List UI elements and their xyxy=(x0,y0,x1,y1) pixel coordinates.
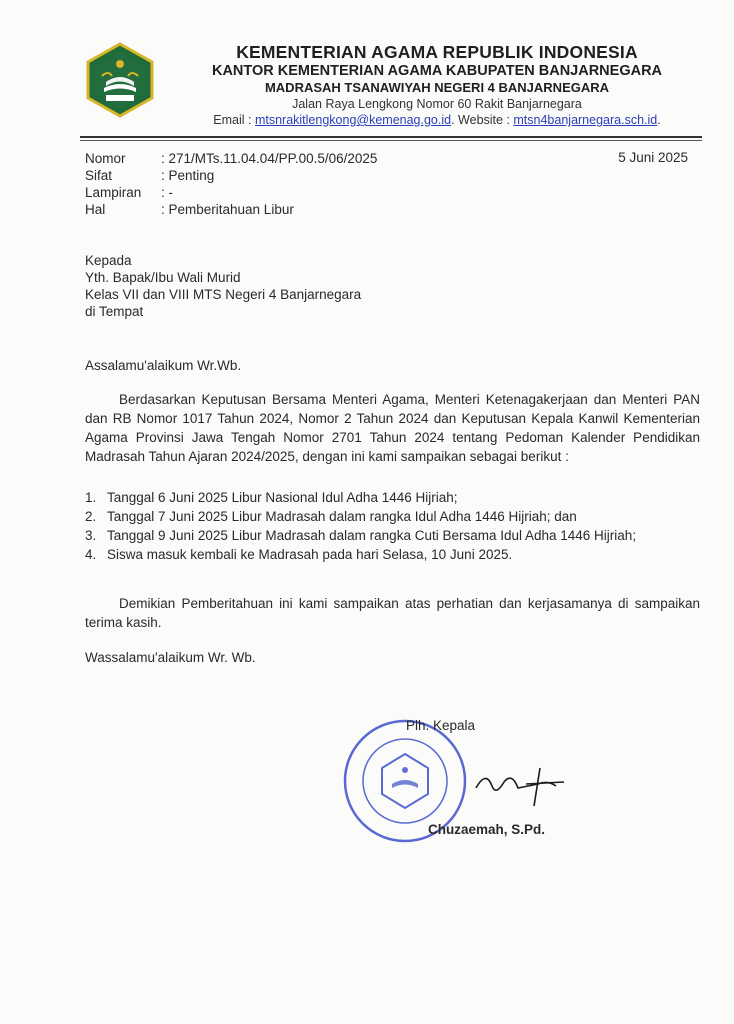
greeting: Assalamu'alaikum Wr.Wb. xyxy=(85,358,242,373)
list-text: Siswa masuk kembali ke Madrasah pada hari Selasa, 10 Juni 2025. xyxy=(107,547,513,562)
signatory-name: Chuzaemah, S.Pd. xyxy=(428,822,546,837)
list-number: 4. xyxy=(85,547,97,562)
closing-paragraph: Demikian Pemberitahuan ini kami sampaikan atas perhatian dan kerjasamanya di sampaikan terima kasih. xyxy=(85,596,700,630)
sifat-label: Sifat xyxy=(85,168,113,183)
recipient-line: Kepada xyxy=(85,253,132,268)
lampiran-label: Lampiran xyxy=(85,185,142,200)
sifat-value: : Penting xyxy=(161,168,215,183)
recipient-line: Yth. Bapak/Ibu Wali Murid xyxy=(85,270,241,285)
closing-salutation: Wassalamu'alaikum Wr. Wb. xyxy=(85,650,256,665)
nomor-label: Nomor xyxy=(85,151,126,166)
list-number: 3. xyxy=(85,528,97,543)
letter-date: 5 Juni 2025 xyxy=(618,150,688,165)
list-number: 1. xyxy=(85,490,97,505)
letterhead-school: MADRASAH TSANAWIYAH NEGERI 4 BANJARNEGARA xyxy=(264,80,610,95)
letterhead-rule xyxy=(80,136,702,138)
list-text: Tanggal 6 Juni 2025 Libur Nasional Idul Adha 1446 Hijriah; xyxy=(107,490,458,505)
list-item xyxy=(85,507,705,526)
list-item xyxy=(85,526,705,545)
holiday-list xyxy=(85,488,705,564)
recipient-line: di Tempat xyxy=(85,304,144,319)
hal-value: : Pemberitahuan Libur xyxy=(161,202,294,217)
list-item xyxy=(85,545,705,564)
letter-meta xyxy=(85,150,377,218)
letterhead-address: Jalan Raya Lengkong Nomor 60 Rakit Banjarnegara xyxy=(292,97,582,111)
signatory-title: Plh. Kepala xyxy=(406,718,476,733)
website-suffix: . xyxy=(657,113,661,127)
email-link[interactable]: mtsnrakitlengkong@kemenag.go.id xyxy=(254,113,452,127)
body-paragraph: Berdasarkan Keputusan Bersama Menteri Agama, Menteri Ketenagakerjaan dan Menteri PAN dan RB Nomor 1017 Tahun 2024, Nomor 2 Tahun 2024 dan Keputusan Kepala Kanwil Kementerian Agama Provinsi Jawa Tengah Nomor 2701 Tahun 2024 tentang Pedoman Kalender Pendidikan Madrasah Tahun Ajaran 2024/2025, dengan ini kami sampaikan sebagai berikut : xyxy=(85,392,700,464)
hal-label: Hal xyxy=(85,202,106,217)
nomor-value: : 271/MTs.11.04.04/PP.00.5/06/2025 xyxy=(161,151,378,166)
website-link[interactable]: mtsn4banjarnegara.sch.id xyxy=(513,113,658,127)
list-text: Tanggal 7 Juni 2025 Libur Madrasah dalam rangka Idul Adha 1446 Hijriah; dan xyxy=(107,509,577,524)
email-label: Email : xyxy=(213,113,255,127)
letterhead-office: KANTOR KEMENTERIAN AGAMA KABUPATEN BANJARNEGARA xyxy=(211,63,663,79)
handwritten-signature xyxy=(468,760,568,810)
lampiran-value: : - xyxy=(161,185,173,200)
letterhead-rule-thin xyxy=(80,140,702,141)
kemenag-logo xyxy=(82,42,158,118)
website-label: . Website : xyxy=(451,113,514,127)
letterhead-contact xyxy=(170,112,704,128)
letterhead-ministry: KEMENTERIAN AGAMA REPUBLIK INDONESIA xyxy=(236,42,638,62)
recipient-block xyxy=(85,252,361,320)
list-number: 2. xyxy=(85,509,97,524)
list-text: Tanggal 9 Juni 2025 Libur Madrasah dalam rangka Cuti Bersama Idul Adha 1446 Hijriah; xyxy=(107,528,637,543)
recipient-line: Kelas VII dan VIII MTS Negeri 4 Banjarnegara xyxy=(85,287,362,302)
list-item xyxy=(85,488,705,507)
letterhead xyxy=(170,42,704,128)
